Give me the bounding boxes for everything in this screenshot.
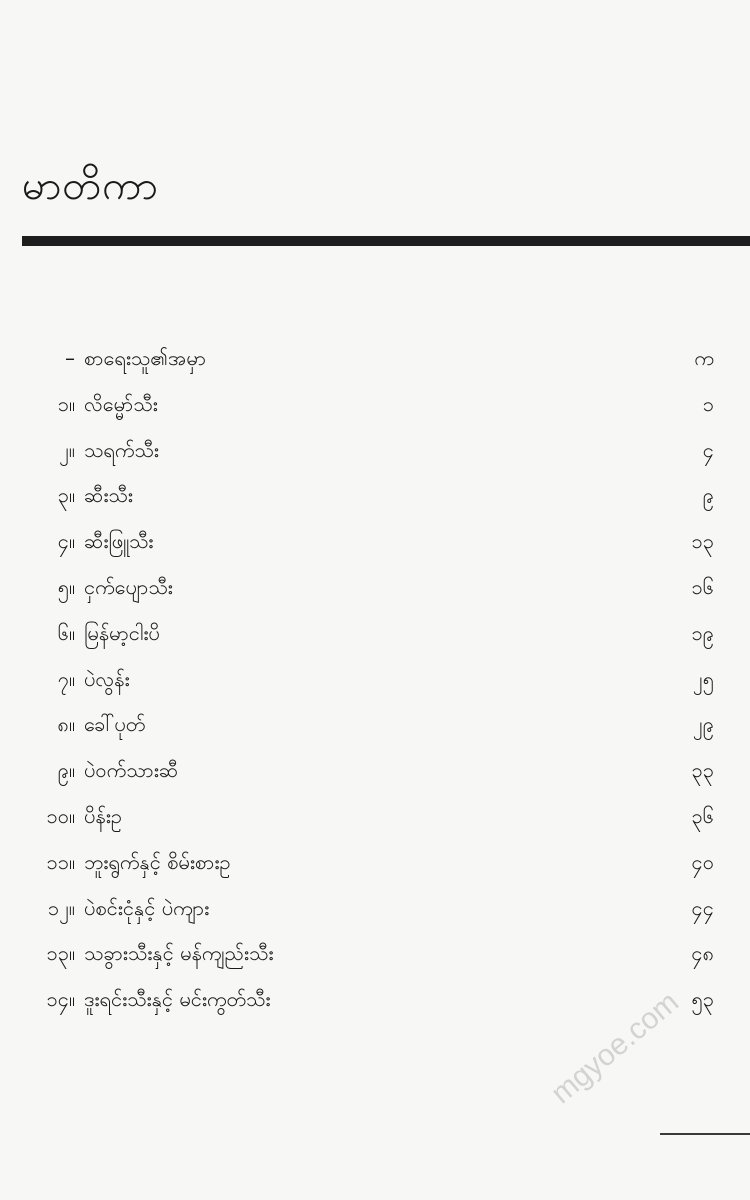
- toc-title: ဆီးသီး: [84, 483, 133, 508]
- toc-number: ၁၂။: [47, 895, 75, 920]
- toc-title: မြန်မာ့ငါးပိ: [84, 620, 160, 645]
- toc-row: [0, 659, 750, 705]
- toc-row: [0, 750, 750, 796]
- toc-number: ၄။: [57, 529, 75, 554]
- toc-number: ၁၄။: [46, 987, 75, 1012]
- toc-row: [0, 842, 750, 888]
- toc-title: ပဲစင်းငုံနှင့် ပဲကျား: [84, 895, 210, 920]
- toc-page-number: ၃၃: [691, 758, 714, 783]
- toc-page-number: ၄၈: [691, 941, 714, 966]
- toc-page-number: ၄၄: [691, 895, 714, 920]
- toc-title: ခေါ်ပုတ်: [84, 712, 146, 737]
- toc-row: [0, 888, 750, 934]
- toc-number: ၁၁။: [46, 849, 75, 874]
- toc-number: ၇။: [57, 666, 75, 691]
- toc-number: ၁၃။: [46, 941, 75, 966]
- toc-number: ၆။: [57, 620, 75, 645]
- toc-page-number: ၂၉: [692, 712, 714, 737]
- toc-row: [0, 338, 750, 384]
- toc-number: ၅။: [57, 574, 75, 599]
- watermark: mgyoe.com: [545, 985, 685, 1111]
- toc-title: စာရေးသူ၏အမှာ: [84, 346, 207, 370]
- toc-page-number: ၁: [702, 391, 714, 416]
- toc-number: –: [65, 346, 75, 370]
- toc-page-number: ၁၉: [691, 620, 714, 645]
- toc-page-number: ၁၃: [691, 529, 714, 554]
- page-edge-line: [660, 1133, 750, 1135]
- table-of-contents: [0, 338, 750, 1025]
- title-divider: [22, 236, 750, 246]
- toc-row: [0, 796, 750, 842]
- toc-page-number: ၂၅: [692, 666, 714, 691]
- toc-title: ပဲဝက်သားဆီ: [84, 758, 179, 783]
- toc-page-number: ၃၆: [691, 803, 714, 828]
- toc-row: [0, 475, 750, 521]
- toc-page-number: ၄: [702, 437, 714, 462]
- toc-number: ၁။: [57, 391, 75, 416]
- toc-title: ဆီးဖြူသီး: [84, 529, 154, 554]
- toc-title: ဒူးရင်းသီးနှင့် မင်းကွတ်သီး: [84, 987, 271, 1012]
- toc-row: [0, 933, 750, 979]
- toc-number: ၃။: [57, 483, 75, 508]
- toc-number: ၁၀။: [46, 803, 75, 828]
- toc-row: [0, 704, 750, 750]
- toc-row: [0, 430, 750, 476]
- toc-number: ၂။: [59, 437, 75, 462]
- toc-row: [0, 521, 750, 567]
- toc-title: ပဲလွန်း: [84, 666, 130, 691]
- toc-title: သရက်သီး: [84, 437, 159, 462]
- toc-page-number: ၄၀: [691, 849, 714, 874]
- toc-page-number: က: [694, 346, 714, 370]
- toc-row: [0, 613, 750, 659]
- toc-title: လိမ္မော်သီး: [84, 391, 158, 416]
- toc-number: ၉။: [57, 758, 75, 783]
- toc-title: ဘူးရွက်နှင့် စိမ်းစားဥ: [84, 849, 231, 874]
- toc-row: [0, 567, 750, 613]
- toc-number: ၈။: [57, 712, 75, 737]
- page-title: မာတိကာ: [22, 163, 159, 209]
- toc-row: [0, 384, 750, 430]
- toc-page-number: ၅၃: [691, 987, 714, 1012]
- toc-title: ပိန်းဥ: [84, 803, 122, 828]
- toc-title: သခွားသီးနှင့် မန်ကျည်းသီး: [84, 941, 274, 966]
- toc-page-number: ၁၆: [691, 574, 714, 599]
- toc-page-number: ၉: [702, 483, 714, 508]
- toc-title: ငှက်ပျောသီး: [84, 574, 173, 599]
